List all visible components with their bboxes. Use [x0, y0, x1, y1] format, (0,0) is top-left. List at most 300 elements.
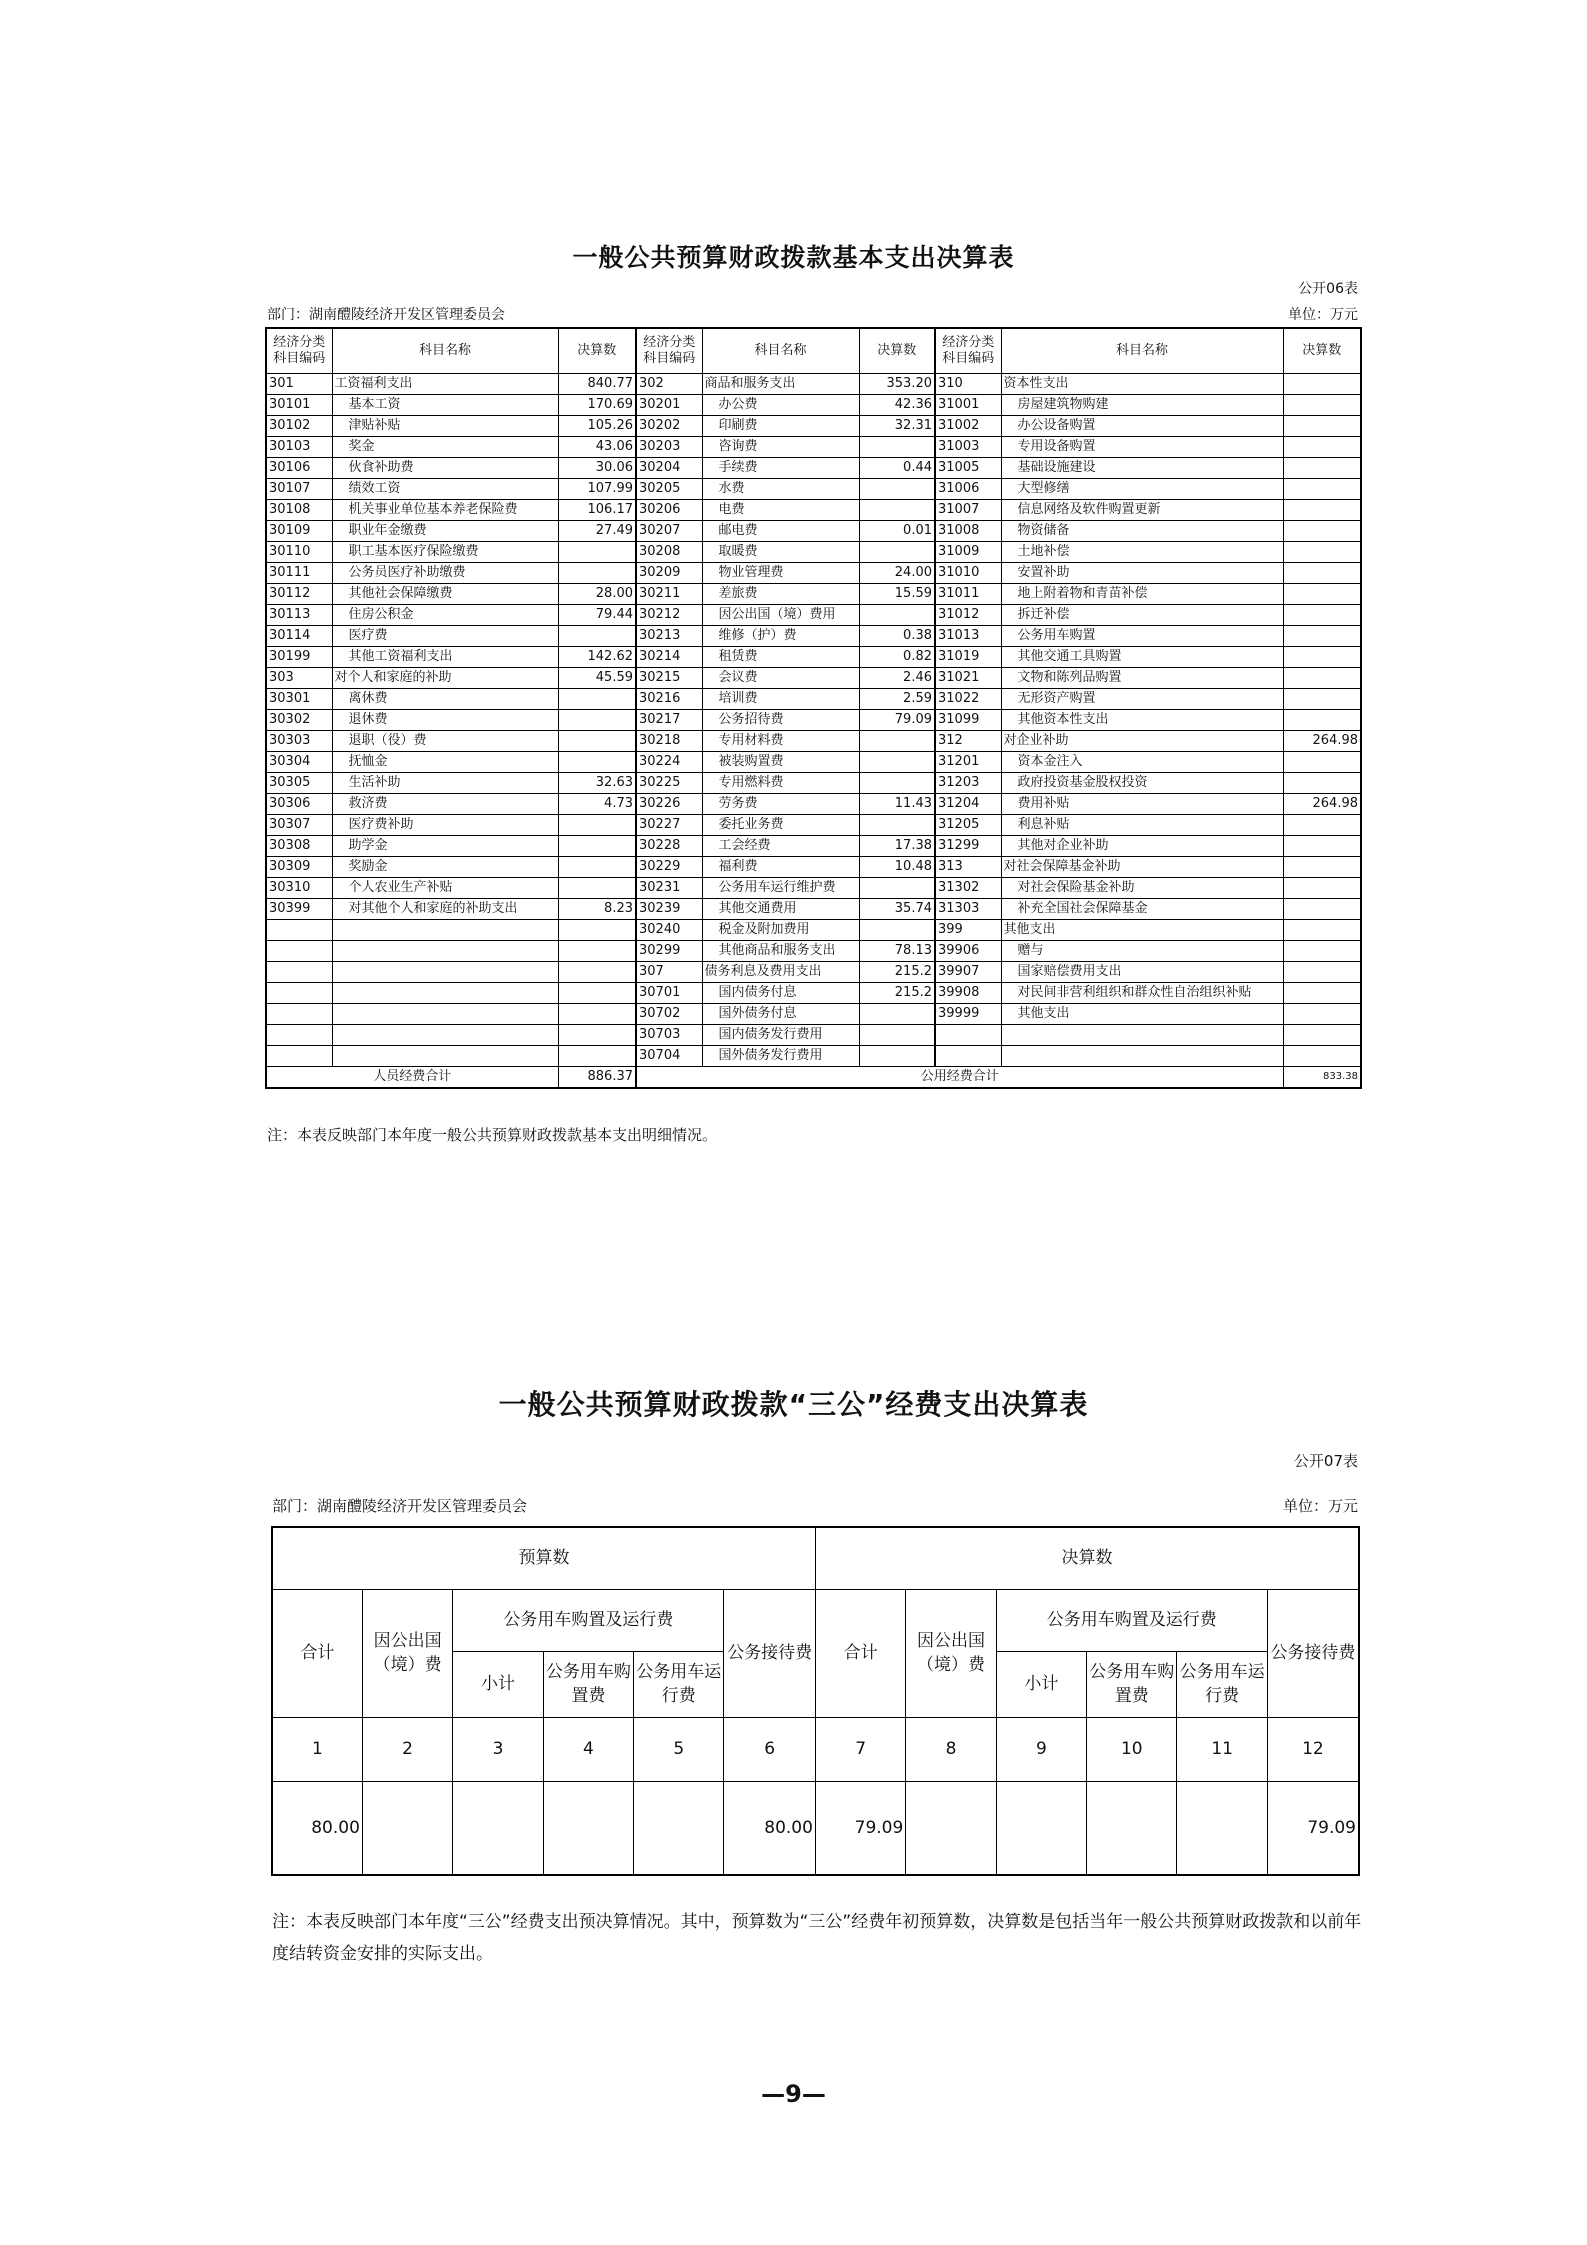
value-cell — [634, 1781, 724, 1875]
value-cell: 79.09 — [1267, 1781, 1359, 1875]
table-row — [266, 794, 1361, 815]
table1-total-row — [266, 1067, 1361, 1089]
code-cell: 31007 — [935, 500, 1001, 521]
code-cell: 30204 — [636, 458, 702, 479]
amount-cell — [1283, 668, 1361, 689]
amount-cell — [1283, 395, 1361, 416]
name-cell: 其他交通工具购置 — [1001, 647, 1283, 668]
name-cell: 信息网络及软件购置更新 — [1001, 500, 1283, 521]
name-cell: 电费 — [702, 500, 859, 521]
index-cell: 12 — [1267, 1717, 1359, 1781]
name-cell — [332, 920, 558, 941]
table-row — [266, 437, 1361, 458]
amount-cell — [859, 479, 935, 500]
table2-code: 公开07表 — [1293, 1452, 1358, 1470]
table-row — [266, 1004, 1361, 1025]
amount-cell — [1283, 752, 1361, 773]
name-cell: 职业年金缴费 — [332, 521, 558, 542]
amount-cell — [1283, 479, 1361, 500]
amount-cell — [1283, 1046, 1361, 1067]
name-cell: 物业管理费 — [702, 563, 859, 584]
final-header: 决算数 — [815, 1527, 1359, 1589]
name-cell: 会议费 — [702, 668, 859, 689]
code-cell: 30203 — [636, 437, 702, 458]
code-cell: 30199 — [266, 647, 332, 668]
amount-cell — [1283, 1004, 1361, 1025]
name-cell: 福利费 — [702, 857, 859, 878]
amount-cell: 15.59 — [859, 584, 935, 605]
header-code: 经济分类科目编码 — [935, 328, 1001, 374]
name-cell — [332, 1025, 558, 1046]
amount-cell — [558, 752, 636, 773]
total-public-label: 公用经费合计 — [636, 1067, 1283, 1089]
amount-cell: 215.2 — [859, 983, 935, 1004]
table-row — [266, 1046, 1361, 1067]
code-cell: 30302 — [266, 710, 332, 731]
code-cell: 30224 — [636, 752, 702, 773]
code-cell: 30228 — [636, 836, 702, 857]
table-row — [266, 563, 1361, 584]
amount-cell — [1283, 857, 1361, 878]
name-cell: 其他资本性支出 — [1001, 710, 1283, 731]
three-public-expenditure-table — [271, 1526, 1360, 1876]
table-row — [266, 605, 1361, 626]
amount-cell: 0.82 — [859, 647, 935, 668]
name-cell: 商品和服务支出 — [702, 374, 859, 395]
amount-cell — [558, 836, 636, 857]
amount-cell — [1283, 689, 1361, 710]
code-cell: 30209 — [636, 563, 702, 584]
amount-cell — [859, 605, 935, 626]
index-cell: 2 — [362, 1717, 452, 1781]
code-cell: 399 — [935, 920, 1001, 941]
amount-cell — [859, 1025, 935, 1046]
value-cell — [906, 1781, 996, 1875]
value-cell — [543, 1781, 633, 1875]
basic-expenditure-table — [265, 327, 1362, 1089]
name-cell: 对社会保险基金补助 — [1001, 878, 1283, 899]
name-cell: 印刷费 — [702, 416, 859, 437]
code-cell: 30701 — [636, 983, 702, 1004]
code-cell: 30215 — [636, 668, 702, 689]
amount-cell: 8.23 — [558, 899, 636, 920]
name-cell: 安置补助 — [1001, 563, 1283, 584]
name-cell: 地上附着物和青苗补偿 — [1001, 584, 1283, 605]
amount-cell — [558, 941, 636, 962]
amount-cell — [558, 857, 636, 878]
code-cell: 31009 — [935, 542, 1001, 563]
code-cell: 30101 — [266, 395, 332, 416]
code-cell: 31302 — [935, 878, 1001, 899]
amount-cell — [859, 437, 935, 458]
amount-cell: 170.69 — [558, 395, 636, 416]
name-cell: 助学金 — [332, 836, 558, 857]
final-vehicle-operation-header: 公务用车运行费 — [1177, 1651, 1267, 1717]
index-cell: 4 — [543, 1717, 633, 1781]
code-cell: 313 — [935, 857, 1001, 878]
amount-cell — [859, 731, 935, 752]
code-cell: 30216 — [636, 689, 702, 710]
amount-cell: 78.13 — [859, 941, 935, 962]
amount-cell — [1283, 710, 1361, 731]
amount-cell — [558, 563, 636, 584]
amount-cell — [1283, 836, 1361, 857]
amount-cell: 32.31 — [859, 416, 935, 437]
amount-cell: 17.38 — [859, 836, 935, 857]
table2-index-row — [272, 1717, 1359, 1781]
amount-cell — [558, 1004, 636, 1025]
table-row — [266, 458, 1361, 479]
name-cell: 税金及附加费用 — [702, 920, 859, 941]
code-cell: 30304 — [266, 752, 332, 773]
code-cell: 31006 — [935, 479, 1001, 500]
amount-cell — [859, 815, 935, 836]
table-row — [266, 416, 1361, 437]
code-cell — [935, 1025, 1001, 1046]
code-cell: 31005 — [935, 458, 1001, 479]
code-cell: 30227 — [636, 815, 702, 836]
amount-cell — [1283, 1025, 1361, 1046]
name-cell: 生活补助 — [332, 773, 558, 794]
amount-cell — [558, 962, 636, 983]
table-row — [266, 521, 1361, 542]
amount-cell — [859, 542, 935, 563]
budget-vehicle-header: 公务用车购置及运行费 — [453, 1589, 724, 1651]
table-row — [266, 374, 1361, 395]
amount-cell — [1283, 563, 1361, 584]
code-cell: 30202 — [636, 416, 702, 437]
table1-body — [266, 374, 1361, 1067]
table-row — [266, 689, 1361, 710]
amount-cell: 105.26 — [558, 416, 636, 437]
code-cell: 30299 — [636, 941, 702, 962]
name-cell: 伙食补助费 — [332, 458, 558, 479]
amount-cell: 106.17 — [558, 500, 636, 521]
budget-vehicle-purchase-header: 公务用车购置费 — [543, 1651, 633, 1717]
name-cell: 手续费 — [702, 458, 859, 479]
budget-header: 预算数 — [272, 1527, 815, 1589]
table-row — [266, 500, 1361, 521]
name-cell: 差旅费 — [702, 584, 859, 605]
name-cell: 费用补贴 — [1001, 794, 1283, 815]
amount-cell — [1283, 899, 1361, 920]
amount-cell: 79.09 — [859, 710, 935, 731]
name-cell: 工资福利支出 — [332, 374, 558, 395]
name-cell: 公务员医疗补助缴费 — [332, 563, 558, 584]
name-cell: 赠与 — [1001, 941, 1283, 962]
table-row — [266, 752, 1361, 773]
name-cell — [1001, 1025, 1283, 1046]
name-cell: 土地补偿 — [1001, 542, 1283, 563]
name-cell: 其他支出 — [1001, 920, 1283, 941]
table-row — [266, 1025, 1361, 1046]
name-cell: 对企业补助 — [1001, 731, 1283, 752]
table1-code: 公开06表 — [1298, 281, 1358, 297]
name-cell: 公务招待费 — [702, 710, 859, 731]
index-cell: 1 — [272, 1717, 362, 1781]
budget-subtotal-header: 小计 — [453, 1651, 543, 1717]
table-row — [266, 857, 1361, 878]
amount-cell — [1283, 773, 1361, 794]
table-row — [266, 710, 1361, 731]
name-cell — [332, 962, 558, 983]
name-cell: 利息补贴 — [1001, 815, 1283, 836]
amount-cell: 32.63 — [558, 773, 636, 794]
table2-note: 注：本表反映部门本年度“三公”经费支出预决算情况。其中，预算数为“三公”经费年初预算数，决算数是包括当年一般公共预算财政拨款和以前年度结转资金安排的实际支出。 — [272, 1912, 1362, 1964]
name-cell — [332, 983, 558, 1004]
code-cell: 30106 — [266, 458, 332, 479]
name-cell: 医疗费 — [332, 626, 558, 647]
name-cell: 退职（役）费 — [332, 731, 558, 752]
amount-cell: 2.46 — [859, 668, 935, 689]
final-abroad-header: 因公出国（境）费 — [906, 1589, 996, 1717]
name-cell: 对个人和家庭的补助 — [332, 668, 558, 689]
code-cell: 39999 — [935, 1004, 1001, 1025]
code-cell — [266, 920, 332, 941]
name-cell: 个人农业生产补贴 — [332, 878, 558, 899]
amount-cell: 27.49 — [558, 521, 636, 542]
header-amount: 决算数 — [859, 328, 935, 374]
code-cell: 31299 — [935, 836, 1001, 857]
name-cell: 被装购置费 — [702, 752, 859, 773]
code-cell: 30213 — [636, 626, 702, 647]
code-cell: 30218 — [636, 731, 702, 752]
name-cell: 办公费 — [702, 395, 859, 416]
code-cell: 303 — [266, 668, 332, 689]
budget-vehicle-operation-header: 公务用车运行费 — [634, 1651, 724, 1717]
code-cell: 31003 — [935, 437, 1001, 458]
code-cell — [266, 1025, 332, 1046]
code-cell: 30310 — [266, 878, 332, 899]
name-cell: 房屋建筑物购建 — [1001, 395, 1283, 416]
code-cell: 30399 — [266, 899, 332, 920]
amount-cell — [1283, 374, 1361, 395]
code-cell: 30107 — [266, 479, 332, 500]
name-cell: 其他商品和服务支出 — [702, 941, 859, 962]
code-cell: 30114 — [266, 626, 332, 647]
name-cell — [332, 1046, 558, 1067]
amount-cell: 264.98 — [1283, 794, 1361, 815]
code-cell: 31001 — [935, 395, 1001, 416]
page-number: —9— — [761, 2080, 826, 2108]
name-cell — [332, 941, 558, 962]
code-cell — [935, 1046, 1001, 1067]
code-cell: 30239 — [636, 899, 702, 920]
amount-cell — [558, 878, 636, 899]
amount-cell — [1283, 962, 1361, 983]
code-cell: 307 — [636, 962, 702, 983]
value-cell — [1087, 1781, 1177, 1875]
table-row — [266, 941, 1361, 962]
budget-abroad-header: 因公出国（境）费 — [362, 1589, 452, 1717]
code-cell: 30307 — [266, 815, 332, 836]
code-cell: 31011 — [935, 584, 1001, 605]
table2-unit: 单位：万元 — [1282, 1497, 1358, 1515]
amount-cell — [1283, 437, 1361, 458]
name-cell: 离休费 — [332, 689, 558, 710]
index-cell: 9 — [996, 1717, 1086, 1781]
amount-cell — [1283, 815, 1361, 836]
table-row — [266, 920, 1361, 941]
value-cell — [996, 1781, 1086, 1875]
name-cell: 基础设施建设 — [1001, 458, 1283, 479]
table2-group-row — [272, 1527, 1359, 1589]
total-personnel-label: 人员经费合计 — [266, 1067, 558, 1089]
amount-cell: 35.74 — [859, 899, 935, 920]
code-cell: 30205 — [636, 479, 702, 500]
amount-cell: 0.44 — [859, 458, 935, 479]
amount-cell — [558, 920, 636, 941]
index-cell: 8 — [906, 1717, 996, 1781]
index-cell: 7 — [815, 1717, 905, 1781]
table-row — [266, 878, 1361, 899]
code-cell: 30208 — [636, 542, 702, 563]
amount-cell — [558, 542, 636, 563]
final-subtotal-header: 小计 — [996, 1651, 1086, 1717]
table2-category-row — [272, 1589, 1359, 1651]
code-cell: 31099 — [935, 710, 1001, 731]
amount-cell: 142.62 — [558, 647, 636, 668]
code-cell: 30206 — [636, 500, 702, 521]
header-code: 经济分类科目编码 — [266, 328, 332, 374]
amount-cell — [558, 626, 636, 647]
code-cell: 30301 — [266, 689, 332, 710]
amount-cell — [1283, 458, 1361, 479]
name-cell: 邮电费 — [702, 521, 859, 542]
code-cell: 31019 — [935, 647, 1001, 668]
code-cell: 31013 — [935, 626, 1001, 647]
code-cell: 31203 — [935, 773, 1001, 794]
table1-dept: 部门：湖南醴陵经济开发区管理委员会 — [267, 307, 505, 323]
table-row — [266, 836, 1361, 857]
code-cell: 31303 — [935, 899, 1001, 920]
amount-cell — [1283, 500, 1361, 521]
amount-cell — [558, 983, 636, 1004]
code-cell: 39908 — [935, 983, 1001, 1004]
amount-cell — [1283, 878, 1361, 899]
amount-cell: 24.00 — [859, 563, 935, 584]
amount-cell — [1283, 626, 1361, 647]
amount-cell: 264.98 — [1283, 731, 1361, 752]
name-cell: 工会经费 — [702, 836, 859, 857]
amount-cell: 45.59 — [558, 668, 636, 689]
code-cell — [266, 983, 332, 1004]
name-cell: 对民间非营利组织和群众性自治组织补贴 — [1001, 983, 1283, 1004]
code-cell — [266, 962, 332, 983]
code-cell: 31012 — [935, 605, 1001, 626]
table-row — [266, 815, 1361, 836]
index-cell: 3 — [453, 1717, 543, 1781]
code-cell: 31008 — [935, 521, 1001, 542]
name-cell: 国内债务付息 — [702, 983, 859, 1004]
amount-cell — [1283, 584, 1361, 605]
amount-cell: 42.36 — [859, 395, 935, 416]
budget-reception-header: 公务接待费 — [724, 1589, 815, 1717]
table-row — [266, 542, 1361, 563]
final-vehicle-header: 公务用车购置及运行费 — [996, 1589, 1267, 1651]
name-cell: 基本工资 — [332, 395, 558, 416]
name-cell: 拆迁补偿 — [1001, 605, 1283, 626]
amount-cell: 0.01 — [859, 521, 935, 542]
name-cell: 补充全国社会保障基金 — [1001, 899, 1283, 920]
code-cell: 30309 — [266, 857, 332, 878]
index-cell: 6 — [724, 1717, 815, 1781]
amount-cell — [558, 689, 636, 710]
code-cell: 31204 — [935, 794, 1001, 815]
header-amount: 决算数 — [1283, 328, 1361, 374]
code-cell: 312 — [935, 731, 1001, 752]
amount-cell — [859, 773, 935, 794]
amount-cell — [1283, 920, 1361, 941]
final-vehicle-purchase-header: 公务用车购置费 — [1087, 1651, 1177, 1717]
table-row — [266, 962, 1361, 983]
table2-dept: 部门：湖南醴陵经济开发区管理委员会 — [272, 1497, 528, 1515]
name-cell: 国外债务付息 — [702, 1004, 859, 1025]
total-public-value: 833.38 — [1283, 1067, 1361, 1089]
amount-cell: 30.06 — [558, 458, 636, 479]
name-cell: 因公出国（境）费用 — [702, 605, 859, 626]
name-cell: 国家赔偿费用支出 — [1001, 962, 1283, 983]
code-cell: 30207 — [636, 521, 702, 542]
amount-cell: 79.44 — [558, 605, 636, 626]
code-cell: 310 — [935, 374, 1001, 395]
code-cell: 30229 — [636, 857, 702, 878]
code-cell: 31010 — [935, 563, 1001, 584]
name-cell: 维修（护）费 — [702, 626, 859, 647]
name-cell: 公务用车购置 — [1001, 626, 1283, 647]
table1-unit: 单位：万元 — [1288, 307, 1358, 323]
table-row — [266, 731, 1361, 752]
value-cell — [453, 1781, 543, 1875]
value-cell: 80.00 — [724, 1781, 815, 1875]
name-cell: 对社会保障基金补助 — [1001, 857, 1283, 878]
amount-cell: 353.20 — [859, 374, 935, 395]
code-cell: 39907 — [935, 962, 1001, 983]
name-cell: 奖励金 — [332, 857, 558, 878]
code-cell: 30703 — [636, 1025, 702, 1046]
amount-cell — [1283, 416, 1361, 437]
amount-cell — [558, 1046, 636, 1067]
table2-values-row — [272, 1781, 1359, 1875]
table-row — [266, 584, 1361, 605]
name-cell: 奖金 — [332, 437, 558, 458]
table-row — [266, 773, 1361, 794]
name-cell: 医疗费补助 — [332, 815, 558, 836]
amount-cell: 2.59 — [859, 689, 935, 710]
name-cell: 住房公积金 — [332, 605, 558, 626]
table-row — [266, 479, 1361, 500]
name-cell: 大型修缮 — [1001, 479, 1283, 500]
name-cell: 其他支出 — [1001, 1004, 1283, 1025]
code-cell: 30112 — [266, 584, 332, 605]
amount-cell: 10.48 — [859, 857, 935, 878]
table1-title: 一般公共预算财政拨款基本支出决算表 — [572, 243, 1015, 272]
code-cell: 30201 — [636, 395, 702, 416]
header-name: 科目名称 — [1001, 328, 1283, 374]
code-cell: 30111 — [266, 563, 332, 584]
amount-cell — [1283, 941, 1361, 962]
amount-cell — [859, 878, 935, 899]
code-cell: 30103 — [266, 437, 332, 458]
code-cell: 30214 — [636, 647, 702, 668]
value-cell: 79.09 — [815, 1781, 905, 1875]
code-cell: 31205 — [935, 815, 1001, 836]
table-row — [266, 626, 1361, 647]
code-cell: 31201 — [935, 752, 1001, 773]
name-cell: 办公设备购置 — [1001, 416, 1283, 437]
name-cell: 咨询费 — [702, 437, 859, 458]
name-cell: 绩效工资 — [332, 479, 558, 500]
